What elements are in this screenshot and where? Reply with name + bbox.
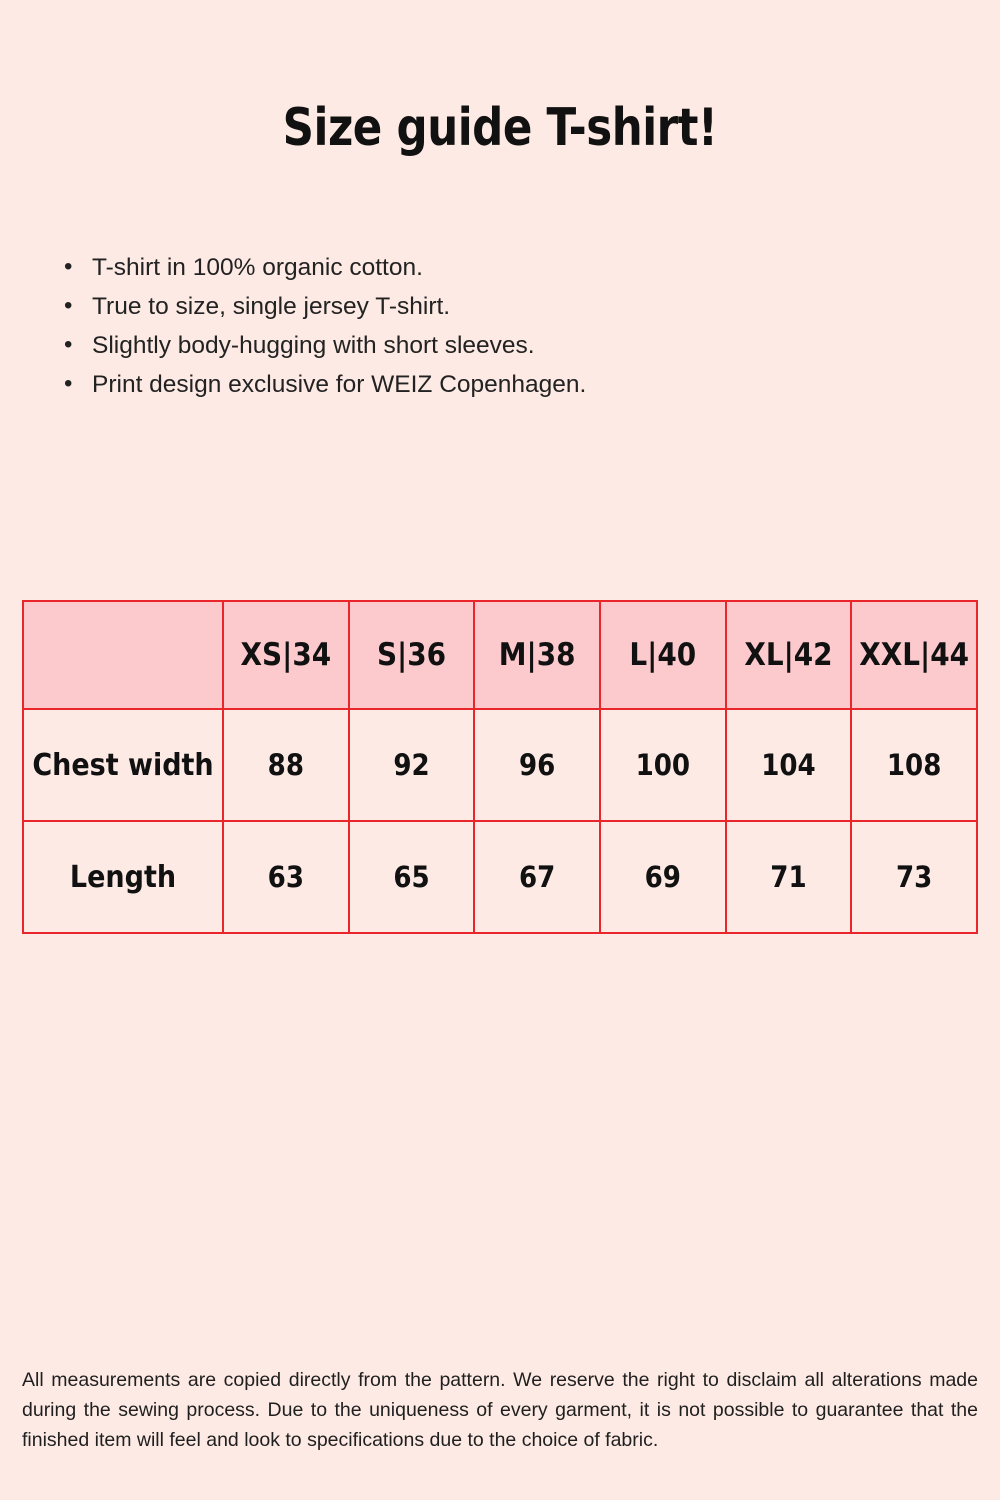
size-table-header [23,601,977,709]
column-header-m: M|38 [474,601,600,709]
table-corner-cell [23,601,223,709]
cell-length-s: 65 [349,821,475,933]
size-table [22,600,978,934]
disclaimer-text: All measurements are copied directly from the pattern. We reserve the right to disclaim all alterations made during the sewing process. Due to the uniqueness of every garment, it is not possible to guarantee that the finished item will feel and look to specifications due to the choice of fabric. [22,1368,978,1451]
table-header-row [23,601,977,709]
cell-chest-width-xl: 104 [726,709,852,821]
cell-chest-width-xxl: 108 [851,709,977,821]
cell-chest-width-m: 96 [474,709,600,821]
cell-chest-width-xs: 88 [223,709,349,821]
product-features-list [22,248,978,404]
cell-length-xl: 71 [726,821,852,933]
column-header-xs: XS|34 [223,601,349,709]
column-header-xl: XL|42 [726,601,852,709]
column-header-l: L|40 [600,601,726,709]
page-title: Size guide T-shirt! [282,98,718,158]
size-table-container [22,600,978,934]
column-header-xxl: XXL|44 [851,601,977,709]
cell-chest-width-s: 92 [349,709,475,821]
size-table-body [23,709,977,933]
row-label-length: Length [23,821,223,933]
table-row [23,709,977,821]
row-label-chest-width: Chest width [23,709,223,821]
column-header-s: S|36 [349,601,475,709]
list-item: • Print design exclusive for WEIZ Copenhagen. [64,365,978,404]
cell-length-xs: 63 [223,821,349,933]
cell-length-m: 67 [474,821,600,933]
cell-length-l: 69 [600,821,726,933]
table-row [23,821,977,933]
list-item: • True to size, single jersey T-shirt. [64,287,978,326]
list-item: • Slightly body-hugging with short sleeves. [64,326,978,365]
list-item: • T-shirt in 100% organic cotton. [64,248,978,287]
cell-length-xxl: 73 [851,821,977,933]
cell-chest-width-l: 100 [600,709,726,821]
